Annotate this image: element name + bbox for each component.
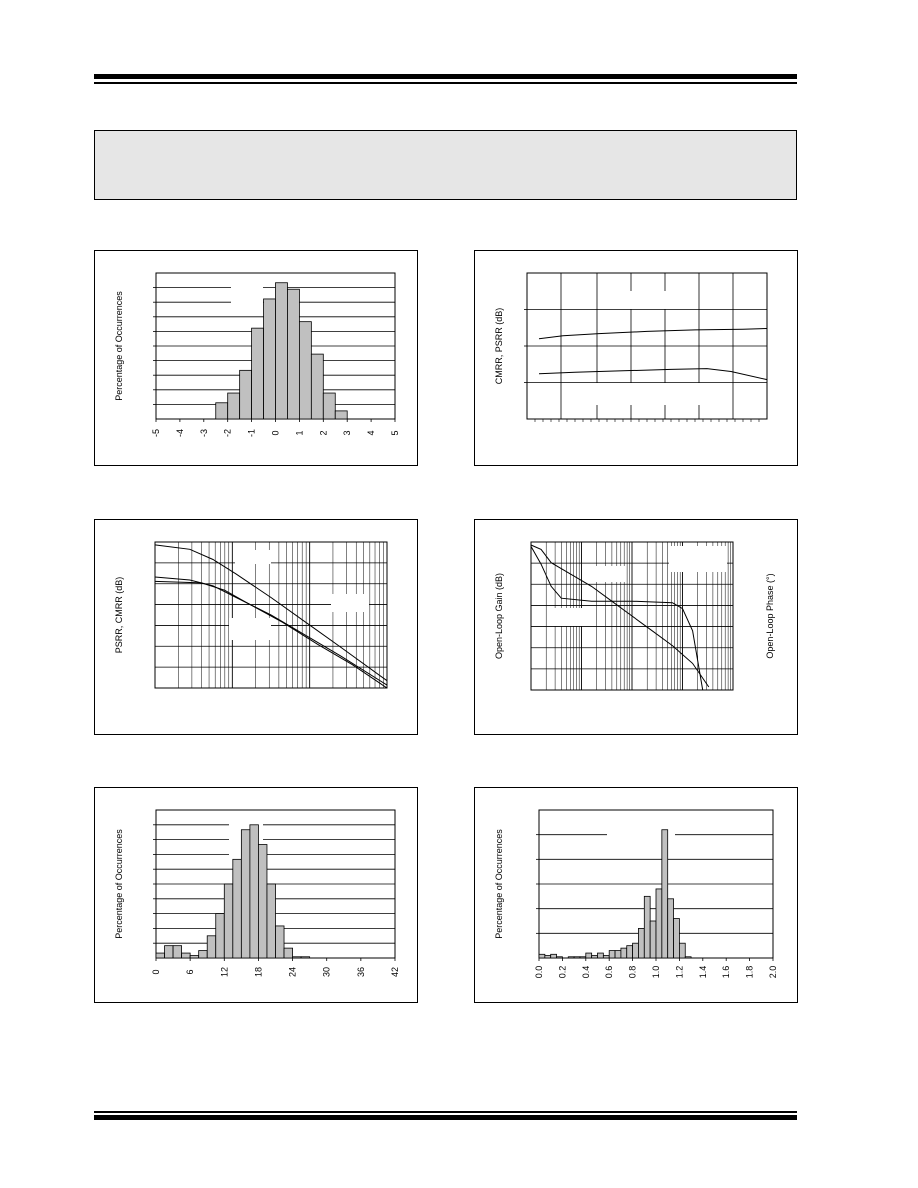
- histogram-bar: [284, 948, 293, 958]
- histogram-bar: [207, 936, 216, 958]
- x-tick-label: -3: [198, 428, 209, 438]
- histogram-bar: [216, 403, 228, 419]
- x-tick-label: 1.8: [744, 965, 755, 979]
- chart-c1: [95, 251, 417, 465]
- chart-c6: [475, 788, 797, 1002]
- x-tick-label: 0.0: [534, 965, 544, 979]
- x-tick-label: 36: [355, 966, 366, 978]
- histogram-bar: [668, 899, 674, 958]
- histogram-bar: [173, 946, 182, 958]
- histogram-bar: [545, 956, 551, 958]
- histogram-bar: [156, 953, 165, 958]
- x-tick-label: 0.6: [604, 965, 615, 979]
- chart-panel-1: [94, 250, 418, 466]
- chart-c4: [475, 520, 797, 734]
- histogram-bar: [252, 328, 264, 419]
- header-rule-thin: [94, 82, 797, 84]
- x-tick-label: 5: [390, 430, 400, 436]
- histogram-bar: [240, 370, 252, 419]
- x-tick-label: 0.2: [557, 965, 568, 979]
- histogram-bar: [250, 825, 259, 958]
- x-tick-label: 12: [219, 966, 230, 978]
- histogram-bar: [557, 957, 563, 958]
- x-tick-label: 0: [151, 969, 161, 975]
- histogram-bar: [216, 914, 225, 958]
- histogram-bar: [644, 896, 650, 958]
- histogram-bar: [603, 956, 609, 958]
- histogram-bar: [586, 953, 592, 958]
- histogram-bar: [609, 951, 615, 958]
- histogram-bar: [335, 411, 347, 419]
- histogram-bar: [267, 884, 276, 958]
- histogram-bar: [276, 926, 285, 958]
- histogram-bar: [615, 951, 621, 958]
- histogram-bar: [621, 948, 627, 958]
- histogram-bar: [592, 956, 598, 958]
- histogram-bar: [264, 299, 276, 419]
- y-axis-label: Percentage of Occurrences: [114, 829, 124, 939]
- x-tick-label: 2.0: [768, 965, 778, 979]
- y-axis-label: PSRR, CMRR (dB): [114, 576, 124, 654]
- histogram-bar: [182, 953, 191, 958]
- histogram-bar: [190, 956, 199, 958]
- y-axis-label: Percentage of Occurrences: [114, 291, 124, 401]
- annotation-mask: [669, 546, 727, 572]
- note-box: [94, 130, 797, 200]
- histogram-bar: [323, 393, 335, 419]
- histogram-bar: [293, 957, 302, 958]
- x-tick-label: 30: [321, 966, 332, 978]
- annotation-mask: [611, 291, 683, 309]
- annotation-mask: [229, 618, 271, 640]
- x-tick-label: 1.6: [721, 965, 732, 979]
- histogram-bar: [633, 943, 639, 958]
- annotation-mask: [551, 608, 591, 626]
- x-tick-label: 3: [342, 430, 353, 436]
- chart-panel-2: [474, 250, 798, 466]
- histogram-bar: [574, 957, 580, 958]
- histogram-bar: [228, 393, 240, 419]
- histogram-bar: [165, 946, 174, 958]
- histogram-bar: [685, 957, 691, 958]
- histogram-bar: [311, 354, 323, 419]
- chart-panel-3: [94, 519, 418, 735]
- annotation-mask: [331, 594, 369, 612]
- annotation-mask: [231, 275, 263, 305]
- annotation-mask: [595, 566, 625, 582]
- y-axis-label: CMRR, PSRR (dB): [494, 307, 504, 385]
- x-tick-label: 0.8: [627, 965, 638, 979]
- histogram-bar: [258, 845, 267, 958]
- x-tick-label: 42: [390, 966, 400, 978]
- x-tick-label: 1.2: [674, 965, 685, 979]
- chart-panel-6: [474, 787, 798, 1003]
- histogram-bar: [551, 954, 557, 958]
- x-tick-label: 24: [287, 966, 298, 978]
- footer-rule-thick: [94, 1115, 797, 1120]
- x-tick-label: 1.0: [651, 965, 661, 979]
- histogram-bar: [233, 859, 242, 958]
- x-tick-label: 2: [318, 430, 329, 436]
- histogram-bar: [627, 946, 633, 958]
- x-tick-label: 0.4: [580, 965, 591, 979]
- x-tick-label: 1.4: [697, 965, 708, 979]
- x-tick-label: 18: [253, 966, 264, 978]
- histogram-bar: [679, 943, 685, 958]
- histogram-bar: [224, 884, 233, 958]
- histogram-bar: [299, 322, 311, 419]
- histogram-bar: [276, 283, 288, 419]
- histogram-bar: [674, 919, 680, 958]
- chart-c2: [475, 251, 797, 465]
- x-tick-label: -1: [246, 428, 257, 438]
- histogram-bar: [301, 957, 310, 958]
- x-tick-label: -4: [174, 428, 185, 438]
- x-tick-label: 1: [294, 430, 305, 436]
- x-tick-label: 0: [270, 430, 281, 436]
- histogram-bar: [539, 954, 545, 958]
- annotation-mask: [579, 383, 729, 405]
- histogram-bar: [580, 957, 586, 958]
- chart-panel-4: [474, 519, 798, 735]
- chart-c5: [95, 788, 417, 1002]
- histogram-bar: [568, 957, 574, 958]
- histogram-bar: [656, 889, 662, 958]
- y2-axis-label: Open-Loop Phase (°): [765, 573, 775, 659]
- y-axis-label: Open-Loop Gain (dB): [494, 572, 504, 660]
- histogram-bar: [598, 953, 604, 958]
- footer-rule-thin: [94, 1111, 797, 1113]
- x-tick-label: -2: [222, 428, 233, 438]
- y-axis-label: Percentage of Occurrences: [494, 829, 504, 939]
- histogram-bar: [199, 951, 208, 958]
- header-rule-thick: [94, 74, 797, 79]
- histogram-bar: [662, 830, 668, 958]
- annotation-mask: [235, 550, 271, 564]
- x-tick-label: 6: [185, 969, 196, 975]
- x-tick-label: 4: [366, 430, 377, 436]
- histogram-bar: [241, 830, 250, 958]
- histogram-bar: [650, 921, 656, 958]
- chart-c3: [95, 520, 417, 734]
- histogram-bar: [287, 289, 299, 419]
- x-tick-label: -5: [151, 428, 161, 438]
- chart-panel-5: [94, 787, 418, 1003]
- histogram-bar: [638, 928, 644, 958]
